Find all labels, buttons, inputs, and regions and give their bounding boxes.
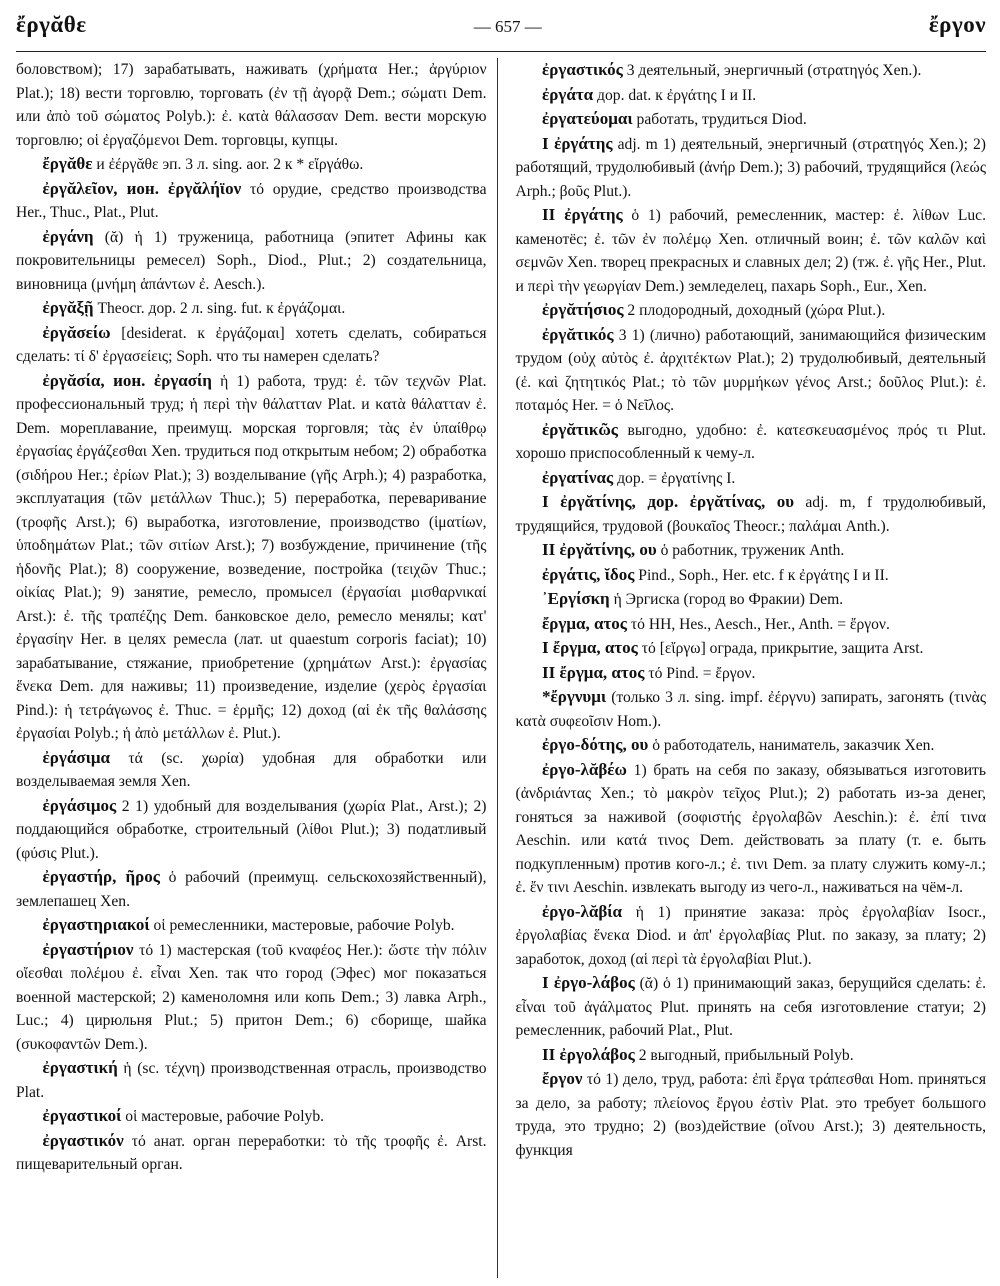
entry-definition: выгодно, удобно: ἐ. κατεσκευασμένος πρός τι Plut. хорошо приспособленный к чему-л. [515, 421, 986, 462]
dictionary-entry [516, 490, 987, 538]
dictionary-entry [16, 746, 487, 794]
entry-definition: τό [εἴργω] ограда, прикрытие, защита Arst. [641, 640, 924, 657]
entry-definition: adj. m, f трудолюбивый, трудящийся, трудовой (βουκαῖος Theocr.; παλάμαι Anth.). [515, 494, 986, 535]
dictionary-entry [516, 298, 987, 323]
entry-definition: ἡ 1) работа, труд: ἐ. τῶν τεχνῶν Plat. профессиональный труд; ἡ περὶ τὴν θάλατταν Plat. и κατὰ θάλατταν ἐ. Dem. мореплавание, преимущ. морская торговля; τὰς ἐν ὑπαίθρῳ ἐργασίας ἐργάζεσθαι Xen. трудиться под открытым небом; 2) обработка (σιδήρου Her.; ἐρίων Plat.); 3) возделывание (γῆς Arph.); 4) разработка, эксплуатация (τῶν μετάλλων Thuc.); 5) переработка, переваривание (τροφῆς Arst.); 6) выработка, изготовление, производство (ἱματίων, ὑποδημάτων Plat.; τῶν σιτίων Arst.); 7) возбуждение, причинение (τῆς ἡδονῆς Plat.); 8) сооружение, возведение, постройка (τειχῶν Thuc.; οἰκίας Plat.); 9) занятие, ремесло, промысел (ἐργασίαι μισθαρνικαί Arst.): ἐ. τῆς τραπέζης Dem. банковское дело, ремесло менялы; κατ' ἐργασίην Her. в целях ремесла (лат. ut quaestum corporis faciat); 10) зарабатывание, стяжание, приобретение (χρημάτων Arst.): ἐργασίας ἕνεκα Dem. для наживы; 11) произведение, изделие (χερὸς ἐργασίαι Pind.): ἡ τετράγωνος ἐ. Thuc. = ἑρμῆς; 12) доход (αἱ ἐκ τῆς θαλάσσης ἐργασίαι Polyb.; ἡ ἀπὸ μετάλλων ἐ. Plut.). [16, 372, 487, 742]
dictionary-entry [16, 321, 487, 369]
dictionary-entry [516, 83, 987, 108]
dictionary-entry [516, 563, 987, 588]
dictionary-entry [516, 587, 987, 612]
entry-headword: ἐργατίνας [542, 467, 614, 487]
entry-definition: adj. m 1) деятельный, энергичный (στρατηγός Xen.); 2) работящий, трудолюбивый (ἀνήρ Dem.); 3) рабочий, трудящийся (λεώς Arph.; βοῦς Plut.). [515, 135, 986, 200]
running-head-right: ἔργον [928, 12, 986, 37]
entry-headword: ἐργο-δότης, ου [542, 735, 649, 754]
entry-headword: II ἐργᾰτίνης, ου [542, 540, 657, 559]
entry-headword: ἐργάνη [42, 226, 94, 246]
dictionary-entry [516, 323, 987, 418]
dictionary-entry [16, 865, 487, 913]
dictionary-entry [16, 1129, 487, 1177]
entry-headword: ἐργᾰσείω [42, 322, 111, 342]
entry-headword: ἔργμα, ατος [542, 613, 627, 633]
entry-headword: ἐργαστήριον [42, 939, 134, 959]
entry-headword: I ἔργμα, ατος [542, 638, 638, 657]
entry-definition: 1) брать на себя по заказу, обязываться изготовить (ἀνδριάντας Xen.; τὸ μακρὸν τεῖχος Plut.); 2) работать из-за денег, гоняться за наживой (σοφιστής ἐργολαβῶν Aeschin.): ἐ. ἐπί τινα Aeschin. или κατά τινος Dem. действовать за плату (т. е. быть подкупленным) против кого-л.; ἐ. τινι Dem. за плату служить кому-л.; ἐ. ἔν τινι Aeschin. извлекать выгоду из чего-л., наживаться на чём-л. [515, 761, 986, 896]
entry-definition: οἱ мастеровые, рабочие Polyb. [125, 1108, 325, 1125]
dictionary-entry [16, 225, 487, 297]
running-head-left: ἔργᾰθε [16, 12, 87, 37]
entry-headword: ἐργαστικοί [42, 1106, 122, 1125]
entry-headword: ἐργατεύομαι [542, 109, 633, 128]
entry-definition: τό анат. орган переработки: τὸ τῆς τροφῆς ἐ. Arst. пищеварительный орган. [16, 1132, 487, 1173]
entry-definition: ἡ (sc. τέχνη) производственная отрасль, производство Plat. [16, 1060, 487, 1101]
entry-headword: ἐργαστηριακοί [42, 915, 150, 934]
entry-definition: τό Pind. = ἔργον. [648, 664, 756, 682]
dictionary-entry [516, 107, 987, 132]
page-number: — 657 — [473, 17, 542, 36]
entry-headword: ἔργᾰθε [42, 154, 93, 173]
dictionary-entry [516, 971, 987, 1043]
dictionary-entry [516, 733, 987, 758]
dictionary-entry [516, 203, 987, 298]
entry-headword: ἐργᾰτήσιος [542, 300, 624, 319]
entry-definition: τό 1) мастерская (τοῦ κναφέος Her.): ὥστε τὴν πόλιν οἴεσθαι πολέμου ἐ. εἶναι Xen. так что город (Эфес) мог показаться военной мастерской; 2) каменоломня или копь Dem.; 3) лавка Arph., Luc.; 4) цирюльня Plut.; 5) притон Dem.; 6) сборище, шайка (συκοφαντῶν Dem.). [16, 941, 487, 1053]
dictionary-entry [516, 466, 987, 491]
entry-definition: [desiderat. к ἐργάζομαι] хотеть сделать, собираться сделать: τί δ' ἐργασείεις; Soph. что ты намерен сделать? [16, 324, 487, 365]
dictionary-entry [16, 938, 487, 1057]
entry-definition: Pind., Soph., Her. etc. f к ἐργάτης I и II. [638, 566, 889, 584]
dictionary-entry [16, 913, 487, 938]
entry-definition: ἡ Эргиска (город во Фракии) Dem. [613, 591, 844, 608]
dictionary-entry [516, 636, 987, 661]
entry-headword: ἐργαστικόν [42, 1130, 124, 1150]
entry-definition: 2 1) удобный для возделывания (χωρία Plat., Arst.); 2) поддающийся обработке, строительный (λίθοι Plut.); 3) податливый (φύσις Plut.). [16, 797, 487, 862]
dictionary-entry [516, 418, 987, 466]
entry-definition: (ᾰ) ὁ 1) принимающий заказ, берущийся сделать: ἐ. εἶναι τοῦ ἀγάλματος Plut. принять на себя изготовление статуи; 2) ремесленник, рабочий Plat., Plut. [515, 975, 986, 1039]
entry-definition: ὁ работник, труженик Anth. [660, 542, 845, 559]
entry-headword: ἐργο-λᾰβέω [542, 759, 627, 779]
entry-definition: дор. = ἐργατίνης I. [617, 469, 736, 487]
entry-definition: 2 выгодный, прибыльный Polyb. [638, 1046, 854, 1064]
entry-headword: ᾿Εργίσκη [542, 589, 610, 608]
dictionary-entry [516, 58, 987, 83]
entry-definition: Theocr. дор. 2 л. sing. fut. к ἐργάζομαι. [97, 300, 346, 317]
dictionary-entry [516, 538, 987, 563]
entry-headword: II ἐργάτης [542, 205, 623, 224]
right-column [516, 58, 987, 1278]
entry-definition: οἱ ремесленники, мастеровые, рабочие Polyb. [153, 917, 455, 934]
entry-definition: работать, трудиться Diod. [636, 111, 807, 128]
page-header [16, 12, 986, 52]
entry-headword: ἐργάτις, ῐδος [542, 564, 635, 584]
entry-definition: τά (sc. χωρία) удобная для обработки или возделываемая земля Xen. [16, 749, 487, 790]
entry-headword: I ἐργο-λάβος [542, 973, 635, 992]
dictionary-entry [516, 758, 987, 900]
entry-definition: боловством); 17) зарабатывать, наживать (χρήματα Her.; ἀργύριον Plat.); 18) вести торговлю, торговать (ἐν τῇ ἀγορᾷ Dem.; σώματι Dem. или ἀπὸ τοῦ σώματος Polyb.): ἐ. κατὰ θάλασσαν Dem. вести морскую торговлю; οἱ ἐργαζόμενοι Dem. торговцы, купцы. [16, 61, 487, 149]
entry-headword: ἐργάσιμα [42, 747, 110, 767]
entry-headword: ἐργᾰξῇ [42, 298, 94, 317]
dictionary-entry [516, 612, 987, 637]
entry-headword: ἐργᾰτικῶς [542, 419, 618, 439]
entry-definition: 3 1) (лично) работающий, занимающийся физическим трудом (οὐχ αὐτὸς ἐ. ἀρχιτέκτων Plat.); 2) трудолюбивый, деятельный (ἐ. καὶ ζητητικός Plat.; τὸ τῶν μυρμήκων γένος Arst.; δοῦλος Plut.): ἐ. ποταμός Her. = ὁ Νεῖλος. [515, 326, 986, 414]
entry-definition: 2 плодородный, доходный (χώρα Plut.). [627, 302, 886, 319]
entry-definition: ἡ 1) принятие заказа: πρὸς ἐργολαβίαν Isocr., ἐργολαβίας ἕνεκα Diod. и ἀπ' ἐργολαβίας Plut. по заказу, за плату; 2) заработок, доход (αἱ περὶ τὰ ἐργολαβίαι Plut.). [515, 903, 986, 968]
dictionary-entry [16, 296, 487, 321]
dictionary-entry [516, 1067, 987, 1162]
entry-definition: ὁ рабочий (преимущ. сельскохозяйственный), землепашец Xen. [16, 869, 487, 910]
entry-headword: ἐργᾰτικός [542, 324, 614, 344]
dictionary-entry [516, 1043, 987, 1068]
entry-headword: ἐργάσιμος [42, 795, 117, 815]
dictionary-entry [16, 1056, 487, 1104]
entry-headword: *ἔργνυμι [542, 687, 607, 706]
dictionary-entry [516, 900, 987, 972]
entry-definition: τό HH, Hes., Aesch., Her., Anth. = ἔργον. [630, 615, 890, 633]
dictionary-entry [16, 58, 487, 152]
entry-headword: ἐργαστικός [542, 60, 623, 79]
dictionary-entry [16, 152, 487, 177]
dictionary-entry [516, 685, 987, 733]
entry-definition: дор. dat. к ἐργάτης I и II. [597, 86, 757, 104]
entry-definition: τό 1) дело, труд, работа: ἐπὶ ἔργα τράπεσθαι Hom. приняться за дело, за работу; πλείονος ἔργου ἐστὶν Plat. это требует большого труда, это трудно; 2) (воз)действие (οἴνου Arst.); 3) деятельность, функция [515, 1071, 986, 1159]
entry-headword: II ἐργολάβος [542, 1044, 635, 1064]
entry-headword: ἐργαστική [42, 1058, 118, 1077]
dictionary-entry [16, 177, 487, 225]
entry-headword: ἐργο-λᾰβία [542, 901, 623, 921]
left-column [16, 58, 498, 1278]
entry-headword: ἐργᾰλεῖον, ион. ἐργᾰλήϊον [42, 178, 242, 198]
entry-definition: (ᾰ) ἡ 1) труженица, работница (эпитет Афины как покровительницы ремесел) Soph., Diod., Plut.; 2) создательница, виновница (μνήμη ἁπάντων ἐ. Aesch.). [16, 228, 487, 293]
dictionary-entry [516, 132, 987, 204]
entry-definition: τό орудие, средство производства Her., Thuc., Plat., Plut. [16, 180, 487, 221]
entry-headword: II ἔργμα, ατος [542, 662, 645, 682]
entry-headword: I ἐργᾰτίνης, дор. ἐργᾰτίνας, ου [542, 492, 795, 511]
entry-headword: ἐργάτα [542, 84, 594, 104]
entry-definition: ὁ 1) рабочий, ремесленник, мастер: ἐ. λίθων Luc. каменотёс; ἐ. τῶν ἐν πολέμῳ Xen. отличный воин; ἐ. τῶν καλῶν καὶ σεμνῶν Xen. творец прекрасных и славных дел; 2) (тж. ἐ. γῆς Her., Plut. и περὶ τὴν γεωργίαν Dem.) земледелец, пахарь Soph., Eur., Xen. [515, 207, 986, 295]
entry-headword: ἐργᾰσία, ион. ἐργασίη [42, 370, 212, 390]
entry-definition: 3 деятельный, энергичный (στρατηγός Xen.). [626, 62, 922, 79]
entry-headword: ἔργον [542, 1069, 583, 1088]
entry-definition: (только 3 л. sing. impf. ἐέργνυ) запирать, загонять (τινὰς κατὰ συφεοῖσιν Hom.). [515, 689, 986, 730]
entry-definition: ὁ работодатель, наниматель, заказчик Xen. [652, 737, 935, 754]
dictionary-entry [16, 1104, 487, 1129]
dictionary-entry [516, 661, 987, 686]
entry-headword: I ἐργάτης [542, 133, 613, 153]
dictionary-entry [16, 794, 487, 866]
entry-headword: ἐργαστήρ, ῆρος [42, 867, 160, 886]
columns [16, 58, 986, 1278]
entry-definition: и ἐέργᾰθε эп. 3 л. sing. aor. 2 к * εἴργάθω. [96, 156, 364, 173]
dictionary-entry [16, 369, 487, 746]
